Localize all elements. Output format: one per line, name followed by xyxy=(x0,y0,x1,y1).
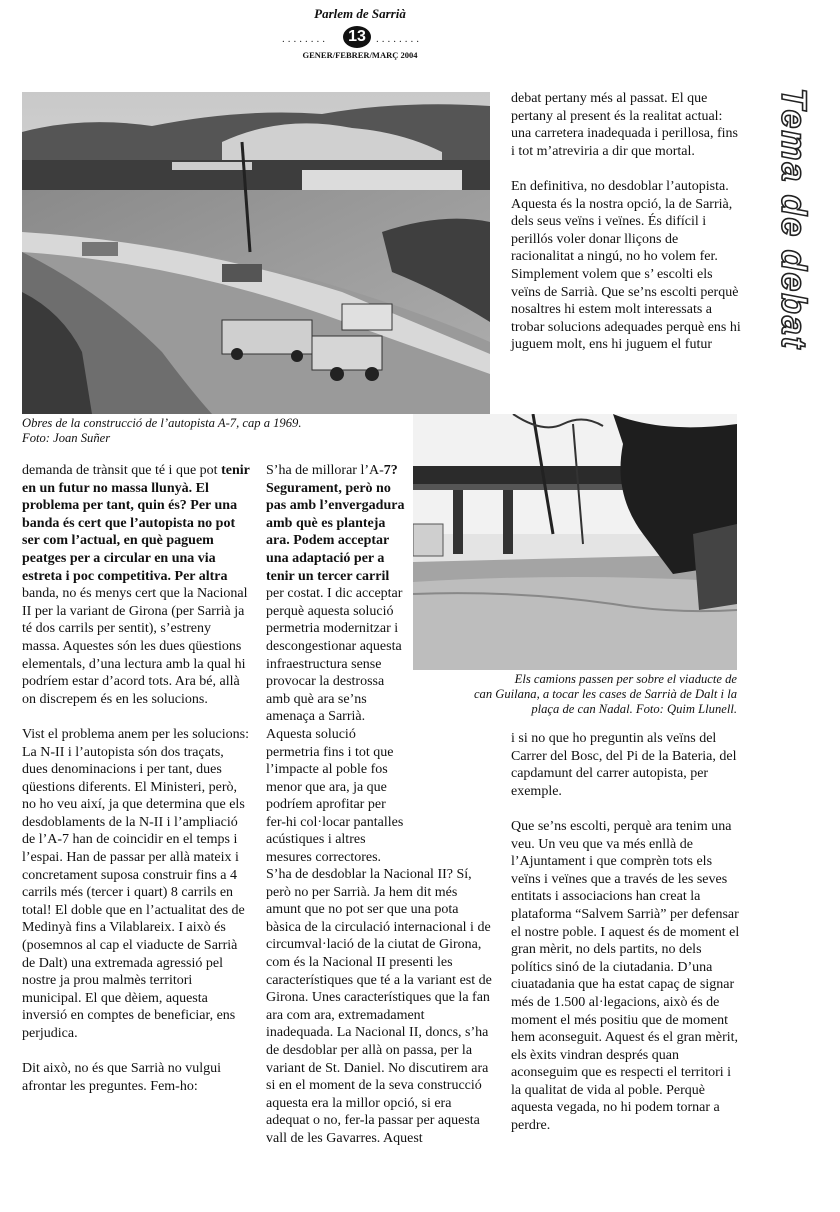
article-column-middle-narrow xyxy=(266,462,406,867)
text-span: demanda de trànsit que té i que pot xyxy=(22,463,222,478)
caption-text: Obres de la construcció de l’autopista A-7, cap a 1969. xyxy=(22,416,302,430)
article-column-middle-wide xyxy=(266,866,492,1148)
section-title-text: Tema de debat xyxy=(774,88,813,354)
paragraph: S’ha de desdoblar la Nacional II? Sí, però no per Sarrià. Ja hem dit més amunt que no pot ser que una pota bàsica de la circulació internacional i de circumval·lació de la ciutat de Girona, com és la Nacional II presenti les característiques que té a la variant est de Girona. Unes característiques que la fan ara com ara, extremadament inadequada. La Nacional II, doncs, s’ha de desdoblar per allà on passa, per la variant de St. Daniel. No discutirem ara si en el moment de la seva construcció aquesta era la millor opció, si era adequat o no, fer-la passar per aquesta vall de les Gavarres. Aquest xyxy=(266,867,492,1146)
article-column-right-bottom xyxy=(511,730,741,1135)
paragraph: En definitiva, no desdoblar l’autopista. Aquesta és la nostra opció, la de Sarrià, dels seus veïns i veïnes. És difícil i perillós voler donar lliçons de racionalitat a ningú, no ho volem fer. Simplement volem que s’ escolti els veïns de Sarrià. Que se’ns escolti perquè nosaltres hi estem molt interessats a trobar solucions adequades perquè ens hi juguem molt, ens hi juguem el futur xyxy=(511,178,741,353)
header-divider-left: ........ xyxy=(282,33,328,45)
text-span: S’ha de millorar l’A- xyxy=(266,463,384,478)
text-span: banda, no és menys cert que la Nacional II per la variant de Girona (per Sarrià ja té dos carrils per sentit), s’estreny massa. Aquestes són les dues qüestions elementals, d’una lectura amb la qual hi podríem estar d’acord tots. Ara bé, allà on discrepem és en les solucions. xyxy=(22,586,248,707)
viaduct-photo-caption xyxy=(413,672,737,717)
issue-date: GENER/FEBRER/MARÇ 2004 xyxy=(302,50,418,60)
page-number-badge: 13 xyxy=(343,26,371,48)
section-title xyxy=(760,84,820,354)
highlighted-text: 7? Segurament, però no pas amb l’envergadura amb què es planteja ara. Podem acceptar una adaptació per a tenir un tercer carril xyxy=(266,463,405,584)
paragraph xyxy=(266,462,406,867)
header-divider-right: ........ xyxy=(376,33,422,45)
construction-photo xyxy=(22,92,490,414)
caption-credit: plaça de can Nadal. Foto: Quim Llunell. xyxy=(531,702,737,716)
viaduct-photo xyxy=(413,414,737,670)
article-column-left xyxy=(22,462,250,1095)
paragraph: Que se’ns escolti, perquè ara tenim una veu. Un veu que va més enllà de l’Ajuntament i que comprèn tots els veïns i veïnes que a través de les seves entitats i associacions han creat la plataforma “Salvem Sarrià” per defensar el nostre poble. I aquest és de moment el gran mèrit, no dels partits, no dels polítics sinó de la ciutadania. D’una ciuatadania que ha estat capaç de signar més de 1.500 al·legacions, això és de moment el més positiu que de moment hem aconseguit. Aquest és el gran mèrit, els èxits vindran després quan aconseguim que es respecti el territori i la qualitat de vida al poble. Perquè aquesta vegada, no hi podem tornar a perdre. xyxy=(511,818,740,1134)
text-span: per costat. I dic acceptar perquè aquesta solució permetria modernitzar i descongestionar aquesta infraestructura sense provocar la destrossa amb què ara se’ns amenaça a Sarrià. Aquesta solució permetria fins i tot que l’impacte al poble fos menor que ara, ja que podríem aprofitar per fer-hi col·locar pantalles acústiques i altres mesures correctores. xyxy=(266,586,404,866)
paragraph: i si no que ho preguntin als veïns del Carrer del Bosc, del Pi de la Bateria, del capdamunt del carrer autopista, per exemple. xyxy=(511,731,737,799)
paragraph: Vist el problema anem per les solucions: La N-II i l’autopista són dos traçats, dues denominacions i per tant, dues qüestions diferents. El Ministeri, però, no ho veu així, ja que determina que els desdoblaments de la N-II i l’ampliació de l’A-7 han de coincidir en el temps i l’espai. Han de passar per allà mateix i concretament suposa construir fins a 4 carrils més (tercer i quart) 8 carrils en total! El doble que en l’actualitat des de Medinyà fins a Vilablareix. I això és (posemnos al cap el viaducte de Sarrià de Dalt) una extremada agressió pel nostre ja prou malmès territori municipal. El que dèiem, aquesta inversió en comptes de beneficiar, ens perjudica. xyxy=(22,726,249,1041)
article-column-right-top xyxy=(511,90,741,354)
paragraph xyxy=(22,462,250,708)
section-title-graphic xyxy=(760,84,820,354)
paragraph: Dit això, no és que Sarrià no vulgui afrontar les preguntes. Fem-ho: xyxy=(22,1061,222,1094)
highlighted-text: tenir en un futur no massa llunyà. El problema per tant, quin és? Per una banda és cert que l’autopista no pot ser com l’actual, en què paguem peatges per a circular en una via estreta i poc competitiva. Per altra xyxy=(22,463,250,584)
caption-text: Els camions passen per sobre el viaducte de xyxy=(514,672,737,686)
paragraph: debat pertany més al passat. El que pertany al present és la realitat actual: una carretera inadequada i perillosa, fins i tot m’atreviria a dir que mortal. xyxy=(511,91,739,159)
caption-credit: Foto: Joan Suñer xyxy=(22,431,111,445)
magazine-title: Parlem de Sarrià xyxy=(314,6,406,21)
caption-text: can Guilana, a tocar les cases de Sarrià de Dalt i la xyxy=(473,687,737,701)
